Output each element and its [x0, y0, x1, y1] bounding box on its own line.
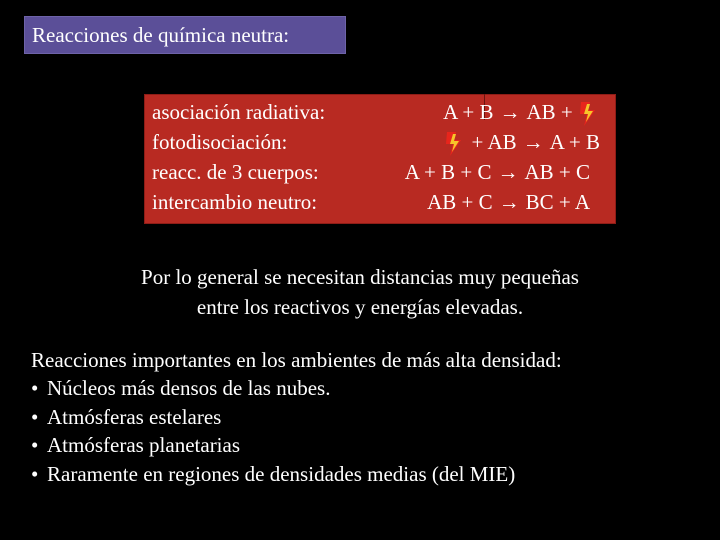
arrow-icon: → — [522, 130, 544, 154]
reaction-rhs: A + B — [549, 130, 600, 154]
list-item — [31, 431, 515, 460]
reaction-name: asociación radiativa: — [152, 100, 326, 124]
arrow-icon: → — [497, 160, 519, 184]
photon-bolt-icon — [578, 101, 600, 127]
slide-title — [24, 16, 346, 54]
note-paragraph — [0, 262, 720, 322]
list-item-text: Raramente en regiones de densidades medias (del MIE) — [47, 461, 516, 486]
reaction-rhs: AB + C — [524, 160, 590, 184]
reaction-rhs: BC + A — [525, 190, 590, 214]
reaction-equation — [444, 128, 600, 157]
reaction-lhs: AB + C — [427, 190, 493, 214]
bullet-list — [31, 374, 515, 488]
reaction-row-photodissociation — [144, 128, 616, 156]
reaction-equation — [443, 98, 600, 127]
reaction-name: fotodisociación: — [152, 130, 288, 154]
list-item — [31, 374, 515, 403]
reaction-equation — [405, 158, 590, 186]
list-item — [31, 403, 515, 432]
list-item — [31, 460, 515, 489]
arrow-icon: → — [499, 100, 521, 124]
reaction-rhs: AB + — [526, 100, 573, 124]
reaction-row-three-body — [144, 158, 616, 186]
reaction-name: reacc. de 3 cuerpos: — [152, 160, 319, 184]
list-item-text: Atmósferas estelares — [47, 404, 222, 429]
reactions-panel — [144, 94, 616, 224]
arrow-icon: → — [498, 190, 520, 214]
bullet-icon: • — [31, 433, 39, 457]
reaction-lhs: + AB — [471, 130, 517, 154]
bullet-icon: • — [31, 461, 39, 486]
photon-bolt-icon — [444, 131, 466, 157]
slide-title-text: Reacciones de química neutra: — [32, 23, 290, 47]
reaction-lhs: A + B — [443, 100, 494, 124]
reaction-row-radiative-association — [144, 98, 616, 126]
note-line: Por lo general se necesitan distancias muy pequeñas — [141, 265, 579, 289]
reaction-equation — [427, 188, 590, 216]
bullet-icon: • — [31, 376, 39, 400]
reaction-row-neutral-exchange — [144, 188, 616, 216]
bullet-icon: • — [31, 404, 39, 429]
list-item-text: Núcleos más densos de las nubes. — [47, 376, 331, 400]
reaction-name: intercambio neutro: — [152, 190, 318, 214]
note-line: entre los reactivos y energías elevadas. — [196, 295, 524, 319]
list-heading: Reacciones importantes en los ambientes de más alta densidad: — [31, 348, 562, 372]
reaction-lhs: A + B + C — [404, 160, 492, 184]
list-item-text: Atmósferas planetarias — [47, 433, 241, 457]
